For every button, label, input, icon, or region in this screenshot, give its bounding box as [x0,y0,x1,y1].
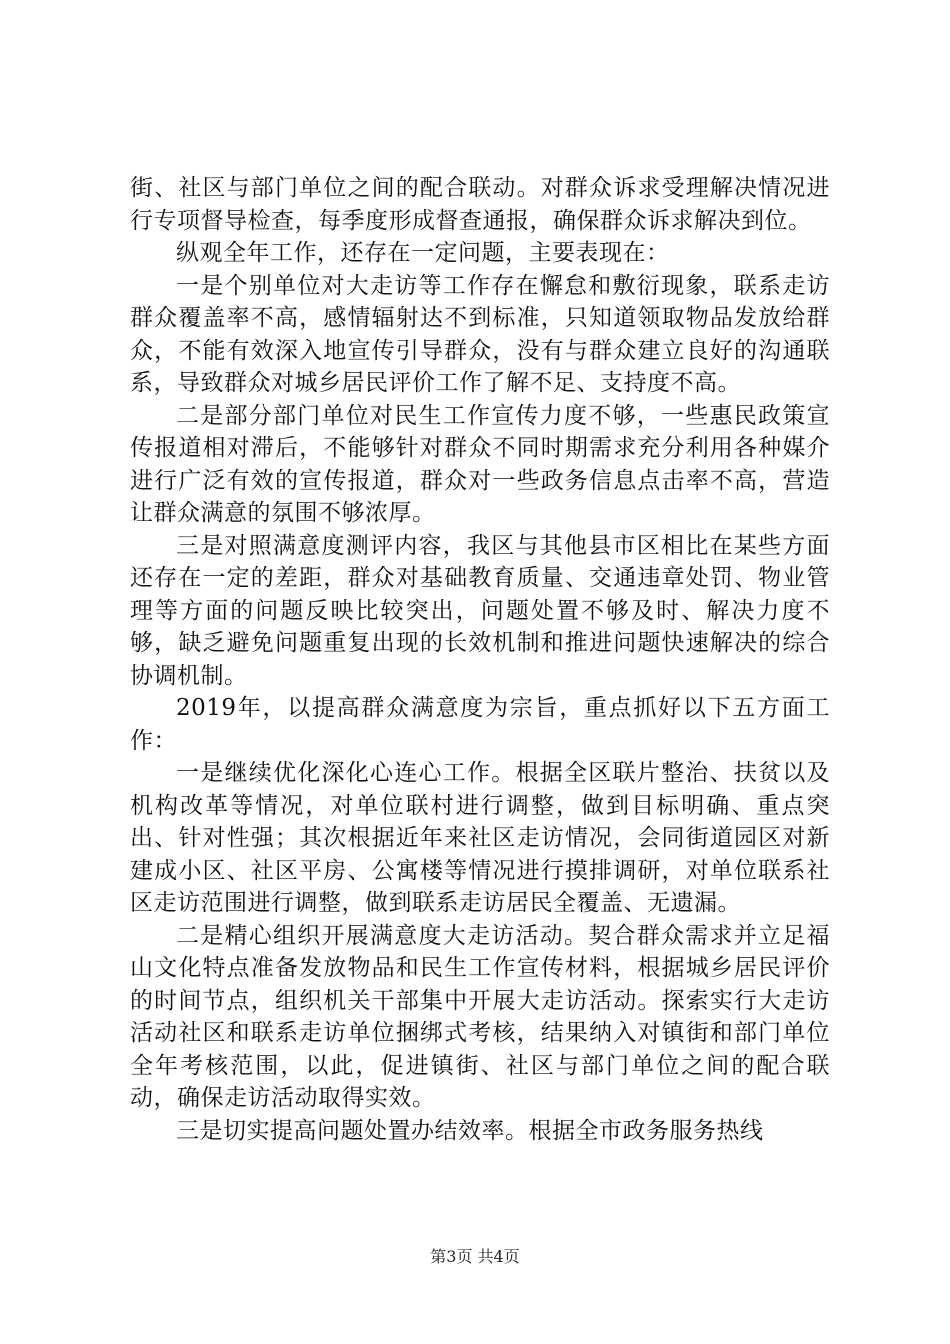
paragraph-plan-1: 一是继续优化深化心连心工作。根据全区联片整治、扶贫以及机构改革等情况，对单位联村进行调整，做到目标明确、重点突出、针对性强；其次根据近年来社区走访情况，会同街道园区对新建成小区、社区平房、公寓楼等情况进行摸排调研，对单位联系社区走访范围进行调整，做到联系走访居民全覆盖、无遗漏。 [130,760,830,916]
paragraph-plan-intro: 2019年，以提高群众满意度为宗旨，重点抓好以下五方面工作： [130,695,830,754]
paragraph-problems-intro: 纵观全年工作，还存在一定问题，主要表现在： [176,240,670,266]
page-number-footer: 第3页 共4页 [430,1247,520,1266]
paragraph-continued: 街、社区与部门单位之间的配合联动。对群众诉求受理解决情况进行专项督导检查，每季度形成督查通报，确保群众诉求解决到位。 [130,175,830,234]
paragraph-problem-3: 三是对照满意度测评内容，我区与其他县市区相比在某些方面还存在一定的差距，群众对基础教育质量、交通违章处罚、物业管理等方面的问题反映比较突出，问题处置不够及时、解决力度不够，缺乏避免问题重复出现的长效机制和推进问题快速解决的综合协调机制。 [130,532,830,689]
paragraph-plan-3: 三是切实提高问题处置办结效率。根据全市政务服务热线 [176,1117,764,1144]
paragraph-problem-1: 一是个别单位对大走访等工作存在懈怠和敷衍现象，联系走访群众覆盖率不高，感情辐射达不到标准，只知道领取物品发放给群众，不能有效深入地宣传引导群众，没有与群众建立良好的沟通联系，导致群众对城乡居民评价工作了解不足、支持度不高。 [130,272,830,396]
paragraph-problem-2: 二是部分部门单位对民生工作宣传力度不够，一些惠民政策宣传报道相对滞后，不能够针对群众不同时期需求充分利用各种媒介进行广泛有效的宣传报道，群众对一些政务信息点击率不高，营造让群众满意的氛围不够浓厚。 [130,402,830,526]
paragraph-plan-2: 二是精心组织开展满意度大走访活动。契合群众需求并立足福山文化特点准备发放物品和民生工作宣传材料，根据城乡居民评价的时间节点，组织机关干部集中开展大走访活动。探索实行大走访活动社区和联系走访单位捆绑式考核，结果纳入对镇街和部门单位全年考核范围，以此，促进镇街、社区与部门单位之间的配合联动，确保走访活动取得实效。 [130,922,830,1111]
document-body [130,172,830,1147]
